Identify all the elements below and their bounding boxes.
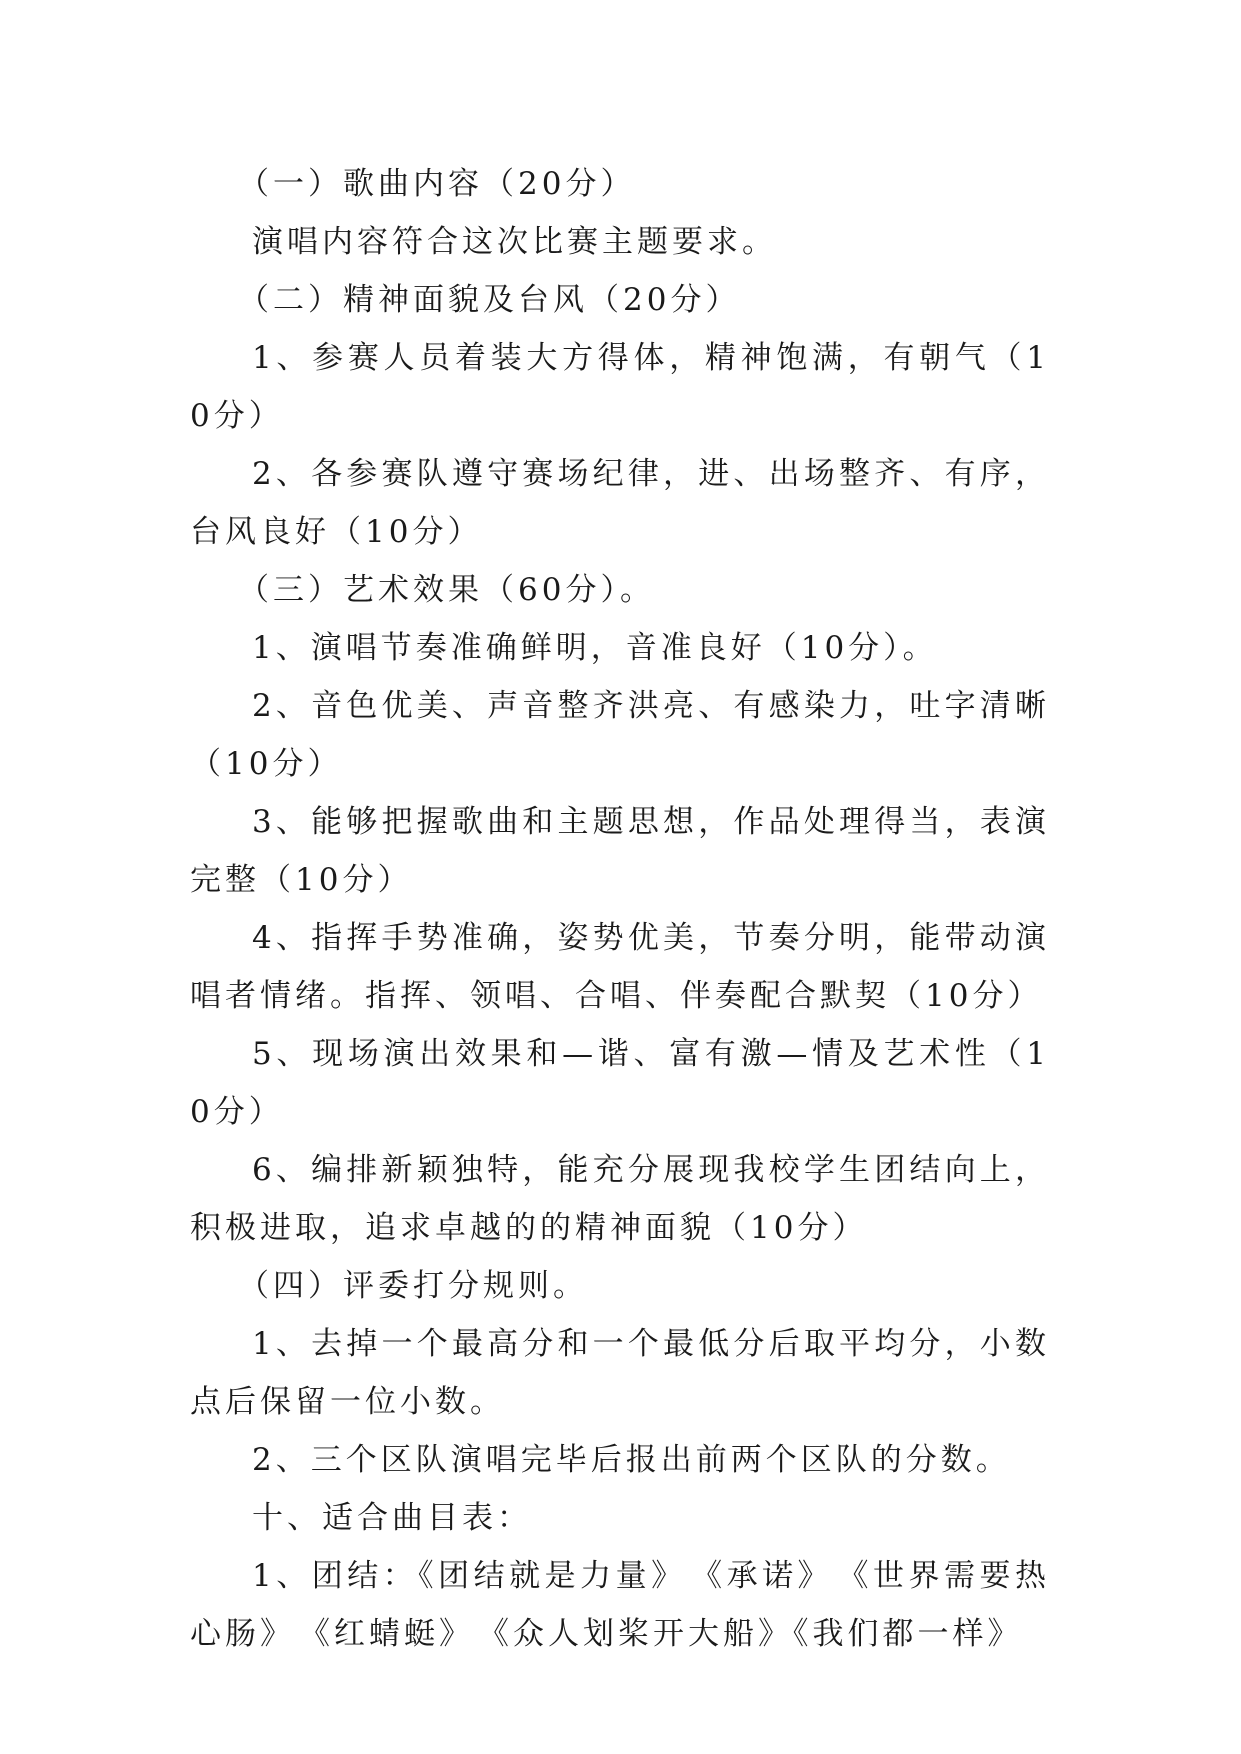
paragraph-art-4: 4、指挥手势准确，姿势优美，节奏分明，能带动演唱者情绪。指挥、领唱、合唱、伴奏配合默契（10分）	[190, 920, 1050, 1014]
paragraph-art-2: 2、音色优美、声音整齐洪亮、有感染力，吐字清晰（10分）	[190, 688, 1050, 782]
section-heading-song-content: （一）歌曲内容（20分）	[238, 166, 636, 202]
paragraph-scoring-1: 1、去掉一个最高分和一个最低分后取平均分，小数点后保留一位小数。	[190, 1326, 1050, 1420]
paragraph-art-5: 5、现场演出效果和—谐、富有激—情及艺术性（10分）	[190, 1036, 1050, 1130]
paragraph-scoring-2: 2、三个区队演唱完毕后报出前两个区队的分数。	[252, 1442, 1011, 1478]
paragraph-spirit-2: 2、各参赛队遵守赛场纪律，进、出场整齐、有序，台风良好（10分）	[190, 456, 1050, 550]
paragraph-song-content: 演唱内容符合这次比赛主题要求。	[252, 224, 777, 260]
section-heading-art-effect: （三）艺术效果（60分）。	[238, 572, 655, 608]
paragraph-spirit-1: 1、参赛人员着装大方得体，精神饱满，有朝气（10分）	[190, 340, 1050, 434]
paragraph-song-list-title: 十、适合曲目表：	[252, 1500, 532, 1536]
paragraph-art-3: 3、能够把握歌曲和主题思想，作品处理得当，表演完整（10分）	[190, 804, 1050, 898]
section-heading-scoring: （四）评委打分规则。	[238, 1268, 588, 1304]
document-body	[190, 155, 1050, 1663]
paragraph-art-1: 1、演唱节奏准确鲜明，音准良好（10分）。	[252, 630, 938, 666]
section-heading-spirit: （二）精神面貌及台风（20分）	[238, 282, 741, 318]
paragraph-art-6: 6、编排新颖独特，能充分展现我校学生团结向上，积极进取，追求卓越的的精神面貌（10分）	[190, 1152, 1050, 1246]
paragraph-song-list-1: 1、团结：《团结就是力量》 《承诺》 《世界需要热心肠》 《红蜻蜓》 《众人划桨开大船》《我们都一样》	[190, 1558, 1050, 1652]
